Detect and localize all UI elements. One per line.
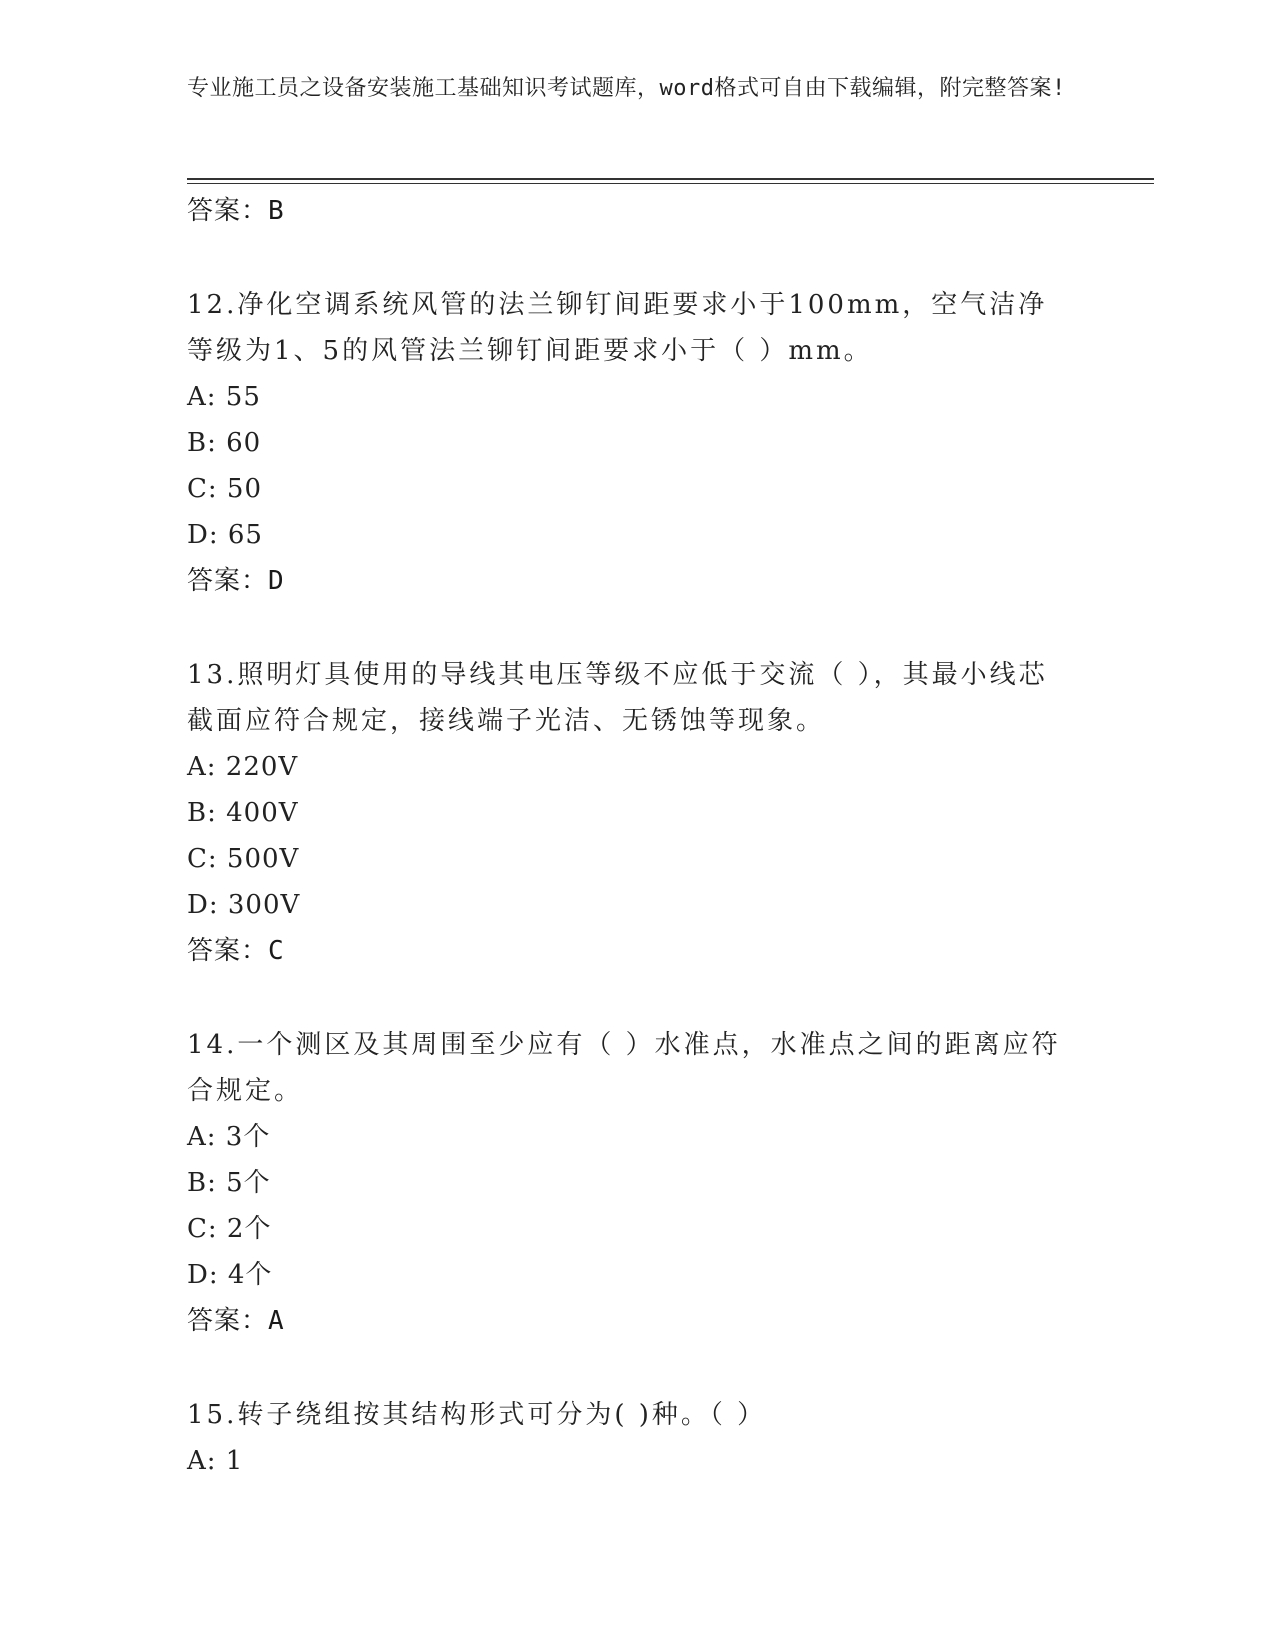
answer-line: 答案：D [187,566,285,596]
answer-line: 答案：C [187,936,285,966]
page-header: 专业施工员之设备安装施工基础知识考试题库，word格式可自由下载编辑，附完整答案! [187,76,1066,101]
option-b: B: 60 [187,428,262,458]
question-stem: 12.净化空调系统风管的法兰铆钉间距要求小于100mm，空气洁净等级为1、5的风管法兰铆钉间距要求小于（ ）mm。 [187,290,1048,366]
option-d: D: 300V [187,890,301,920]
question-13 [187,652,1087,974]
question-stem: 14.一个测区及其周围至少应有（ ）水准点，水准点之间的距离应符合规定。 [187,1030,1061,1106]
answer-line: 答案：A [187,1306,285,1336]
question-stem: 13.照明灯具使用的导线其电压等级不应低于交流（ ），其最小线芯截面应符合规定，接线端子光洁、无锈蚀等现象。 [187,660,1048,736]
option-c: C: 500V [187,844,300,874]
header-rule-thick [187,178,1154,180]
question-14 [187,1022,1087,1344]
document-body [187,188,1087,1484]
option-a: A: 1 [187,1446,244,1476]
option-d: D: 4个 [187,1260,273,1290]
option-b: B: 5个 [187,1168,271,1198]
option-b: B: 400V [187,798,299,828]
option-a: A: 220V [187,752,299,782]
answer-line: 答案：B [187,196,285,226]
option-a: A: 55 [187,382,261,412]
option-c: C: 2个 [187,1214,272,1244]
option-c: C: 50 [187,474,263,504]
question-15 [187,1392,1087,1484]
question-stem: 15.转子绕组按其结构形式可分为( )种。（ ） [187,1400,767,1430]
option-a: A: 3个 [187,1122,271,1152]
question-12 [187,282,1087,604]
header-rule-thin [187,183,1154,184]
option-d: D: 65 [187,520,263,550]
